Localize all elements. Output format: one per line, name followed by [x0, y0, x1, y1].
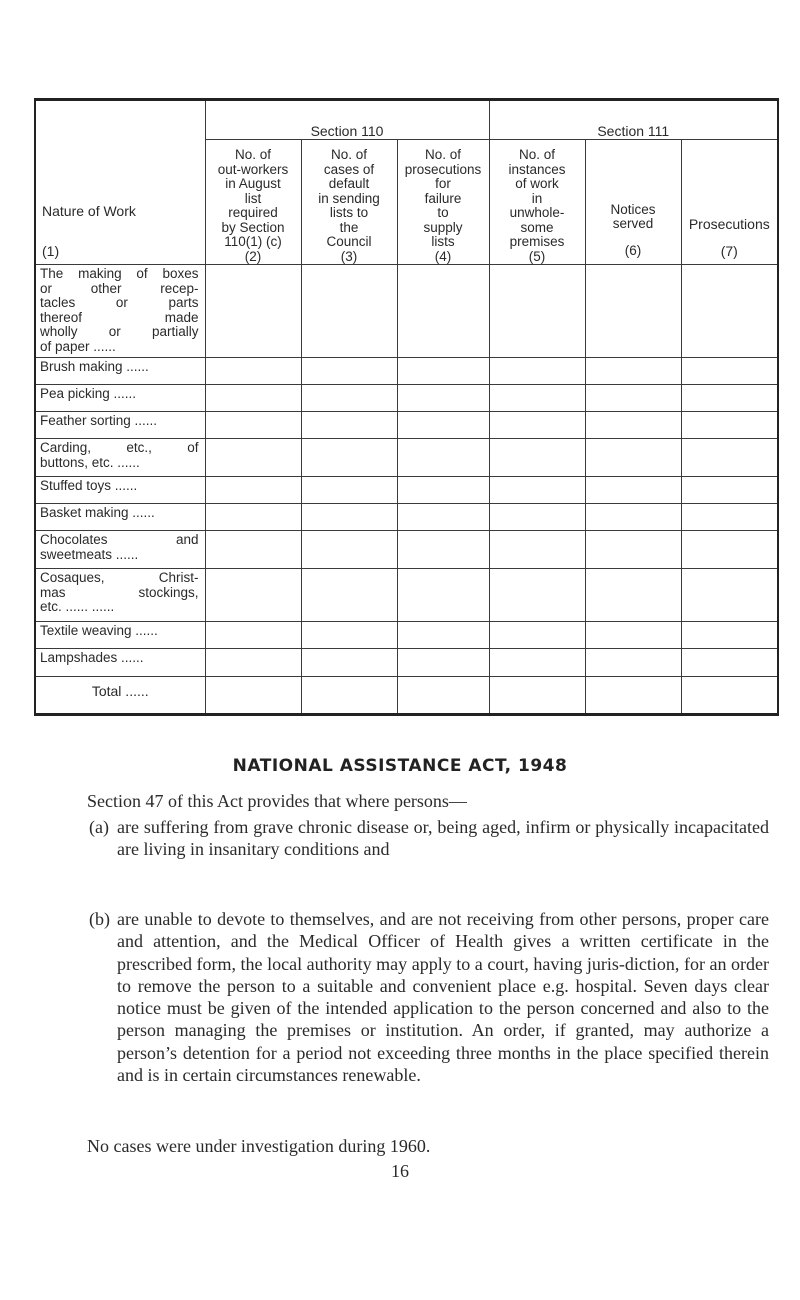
- header-line: to: [437, 205, 449, 220]
- row-label-line: or other recep-: [40, 280, 199, 296]
- row-label: [35, 358, 205, 385]
- col5-header: [489, 140, 585, 265]
- table-cell: [397, 569, 489, 622]
- table-cell: [301, 569, 397, 622]
- table-cell: [205, 358, 301, 385]
- clause-a-marker: (a): [89, 817, 109, 837]
- section-110-header: Section 110: [205, 100, 489, 140]
- table-cell: [681, 265, 778, 358]
- header-line: prosecutions: [404, 161, 482, 177]
- row-label: [35, 412, 205, 439]
- table-cell: [585, 569, 681, 622]
- table-row: [35, 477, 778, 504]
- section-111-header: Section 111: [489, 100, 778, 140]
- nature-of-work-header: [35, 100, 205, 265]
- table-row: [35, 385, 778, 412]
- col7-header: [681, 140, 778, 265]
- table-cell: [205, 439, 301, 477]
- header-line: No. of: [234, 147, 272, 162]
- row-label-line: mas stockings,: [40, 584, 199, 600]
- row-label-line: of paper ......: [40, 338, 116, 354]
- clause-b-text: are unable to devote to themselves, and are not receiving from other persons, proper care and attention, and the Medical Officer of Health gives a written certificate in the prescribed form, the local authority may apply to a court, having juris-diction, for an order to remove the person to a suitable and convenient place e.g. hospital. Seven days clear notice must be given of the intended application to the person concerned and also to the person managing the premises or institution. An order, if granted, may authorize a person’s detention for a period not exceeding three months in the place specified therein and is in certain circumstances renewable.: [117, 909, 769, 1086]
- col4-header: [397, 140, 489, 265]
- table-cell: [397, 649, 489, 677]
- table-cell: [301, 622, 397, 649]
- table-cell: [301, 477, 397, 504]
- table-cell: [681, 358, 778, 385]
- col6-header: [585, 140, 681, 265]
- clause-a: [89, 816, 769, 861]
- section-heading: NATIONAL ASSISTANCE ACT, 1948: [232, 756, 568, 776]
- row-label: [35, 504, 205, 531]
- table-cell: [585, 385, 681, 412]
- table-cell: [301, 385, 397, 412]
- table-cell: [585, 412, 681, 439]
- header-line: No. of: [330, 147, 368, 162]
- clause-b: [89, 908, 769, 1086]
- header-line: required: [228, 205, 278, 220]
- row-label-line: Stuffed toys ......: [40, 478, 138, 493]
- table-cell: [681, 439, 778, 477]
- row-label-line: Lampshades ......: [40, 650, 144, 665]
- header-line: supply: [423, 219, 463, 235]
- table-cell: [397, 265, 489, 358]
- table-cell: [205, 477, 301, 504]
- table-cell: [585, 677, 681, 715]
- table-cell: [397, 439, 489, 477]
- header-line: cases of: [323, 161, 375, 177]
- table-cell: [205, 412, 301, 439]
- table-row: [35, 531, 778, 569]
- table-row: [35, 265, 778, 358]
- table-cell: [301, 439, 397, 477]
- table-cell: [489, 477, 585, 504]
- header-line: of work: [515, 176, 559, 191]
- intro-paragraph: Section 47 of this Act provides that where persons—: [87, 791, 467, 811]
- table-cell: [681, 412, 778, 439]
- table-cell: [205, 649, 301, 677]
- header-line: lists to: [329, 205, 369, 220]
- row-label-line: Textile weaving ......: [40, 623, 158, 638]
- closing-statement: No cases were under investigation during 1960.: [87, 1136, 431, 1156]
- row-label-line: Brush making ......: [40, 359, 149, 374]
- header-line: lists: [431, 234, 455, 249]
- row-label-line: Feather sorting ......: [40, 413, 158, 428]
- table-row: [35, 622, 778, 649]
- table-cell: [489, 622, 585, 649]
- page-number: 16: [391, 1161, 409, 1181]
- table-cell: [681, 622, 778, 649]
- header-line: Notices: [610, 201, 656, 217]
- table-cell: [585, 477, 681, 504]
- table-cell: [681, 385, 778, 412]
- header-line: 110(1) (c): [224, 234, 282, 249]
- row-label: [35, 385, 205, 412]
- total-row-label: Total ......: [35, 677, 205, 715]
- table-cell: [205, 569, 301, 622]
- header-line: premises: [509, 234, 565, 249]
- col7-number: (7): [720, 242, 738, 259]
- header-line: No. of: [519, 147, 556, 162]
- table-cell: [489, 358, 585, 385]
- clause-a-text: are suffering from grave chronic disease or, being aged, infirm or physically incapacitated are living in insanitary conditions and: [117, 817, 769, 860]
- outworkers-table: [34, 98, 779, 716]
- row-label: [35, 649, 205, 677]
- header-line: list: [244, 190, 262, 206]
- column-number: (2): [244, 248, 262, 264]
- row-label-line: The making of boxes: [40, 266, 199, 281]
- header-line: unwhole-: [509, 205, 565, 220]
- table-cell: [585, 531, 681, 569]
- table-cell: [681, 569, 778, 622]
- column-number: (4): [434, 248, 452, 264]
- table-cell: [681, 531, 778, 569]
- table-cell: [681, 649, 778, 677]
- row-label-line: etc. ...... ......: [40, 599, 115, 614]
- row-label: [35, 622, 205, 649]
- table-cell: [489, 439, 585, 477]
- row-label-line: wholly or partially: [40, 324, 199, 339]
- table-cell: [489, 649, 585, 677]
- header-line: some: [520, 219, 554, 235]
- table-cell: [397, 504, 489, 531]
- table-cell: [585, 504, 681, 531]
- table-cell: [585, 649, 681, 677]
- row-label: [35, 265, 205, 358]
- table-cell: [585, 439, 681, 477]
- table-cell: [301, 531, 397, 569]
- table-cell: [205, 504, 301, 531]
- header-line: in August: [225, 176, 281, 191]
- header-line: served: [612, 216, 654, 231]
- table-cell: [205, 265, 301, 358]
- table-cell: [301, 412, 397, 439]
- table-cell: [397, 622, 489, 649]
- row-label-line: sweetmeats ......: [40, 546, 139, 562]
- table-cell: [585, 265, 681, 358]
- row-label-line: Basket making ......: [40, 505, 155, 520]
- table-cell: [397, 677, 489, 715]
- table-cell: [681, 677, 778, 715]
- col7-label: Prosecutions: [688, 216, 770, 232]
- table-cell: [489, 569, 585, 622]
- table-cell: [397, 385, 489, 412]
- table-cell: [397, 358, 489, 385]
- row-label-line: Chocolates and: [40, 532, 199, 547]
- table-cell: [489, 531, 585, 569]
- header-line: in: [531, 190, 543, 206]
- row-label-line: Carding, etc., of: [40, 440, 199, 455]
- table-cell: [585, 622, 681, 649]
- table-cell: [301, 265, 397, 358]
- table-cell: [585, 358, 681, 385]
- table-cell: [397, 412, 489, 439]
- table-cell: [301, 358, 397, 385]
- table-cell: [681, 504, 778, 531]
- table-cell: [397, 477, 489, 504]
- table-cell: [489, 677, 585, 715]
- table-cell: [205, 622, 301, 649]
- table-cell: [397, 531, 489, 569]
- table-row: [35, 412, 778, 439]
- row-label-line: buttons, etc. ......: [40, 454, 140, 470]
- row-label: [35, 569, 205, 622]
- table-cell: [489, 385, 585, 412]
- row-label-line: Cosaques, Christ-: [40, 570, 199, 585]
- table-row: [35, 504, 778, 531]
- table-cell: [681, 477, 778, 504]
- clause-b-marker: (b): [89, 909, 110, 929]
- row-label: [35, 439, 205, 477]
- table-cell: [301, 649, 397, 677]
- col2-header: [205, 140, 301, 265]
- row-label-line: Pea picking ......: [40, 386, 137, 401]
- table-row: [35, 358, 778, 385]
- header-line: out-workers: [217, 161, 289, 177]
- header-line: Council: [326, 234, 372, 249]
- col3-header: [301, 140, 397, 265]
- table-row: [35, 439, 778, 477]
- table-cell: [489, 412, 585, 439]
- table-cell: [205, 677, 301, 715]
- header-line: for: [435, 176, 451, 191]
- column-number: (5): [528, 248, 546, 264]
- header-line: failure: [424, 190, 462, 206]
- table-row: [35, 569, 778, 622]
- table-cell: [205, 531, 301, 569]
- header-line: No. of: [425, 147, 462, 162]
- table-cell: [301, 677, 397, 715]
- row-label-line: tacles or parts: [40, 295, 199, 310]
- header-line: by Section: [221, 219, 285, 235]
- column-number: (6): [624, 242, 642, 258]
- header-line: in sending: [318, 190, 380, 206]
- table-cell: [205, 385, 301, 412]
- header-line: instances: [508, 161, 566, 177]
- column-number: (3): [340, 248, 358, 264]
- row-label: [35, 477, 205, 504]
- col1-label: Nature of Work: [42, 203, 136, 219]
- table-cell: [489, 265, 585, 358]
- table-row: [35, 649, 778, 677]
- row-label: [35, 531, 205, 569]
- table-cell: [301, 504, 397, 531]
- table-cell: [489, 504, 585, 531]
- col1-number: (1): [42, 243, 60, 259]
- row-label-line: thereof made: [40, 309, 199, 325]
- header-line: the: [339, 219, 359, 235]
- header-line: default: [328, 176, 370, 191]
